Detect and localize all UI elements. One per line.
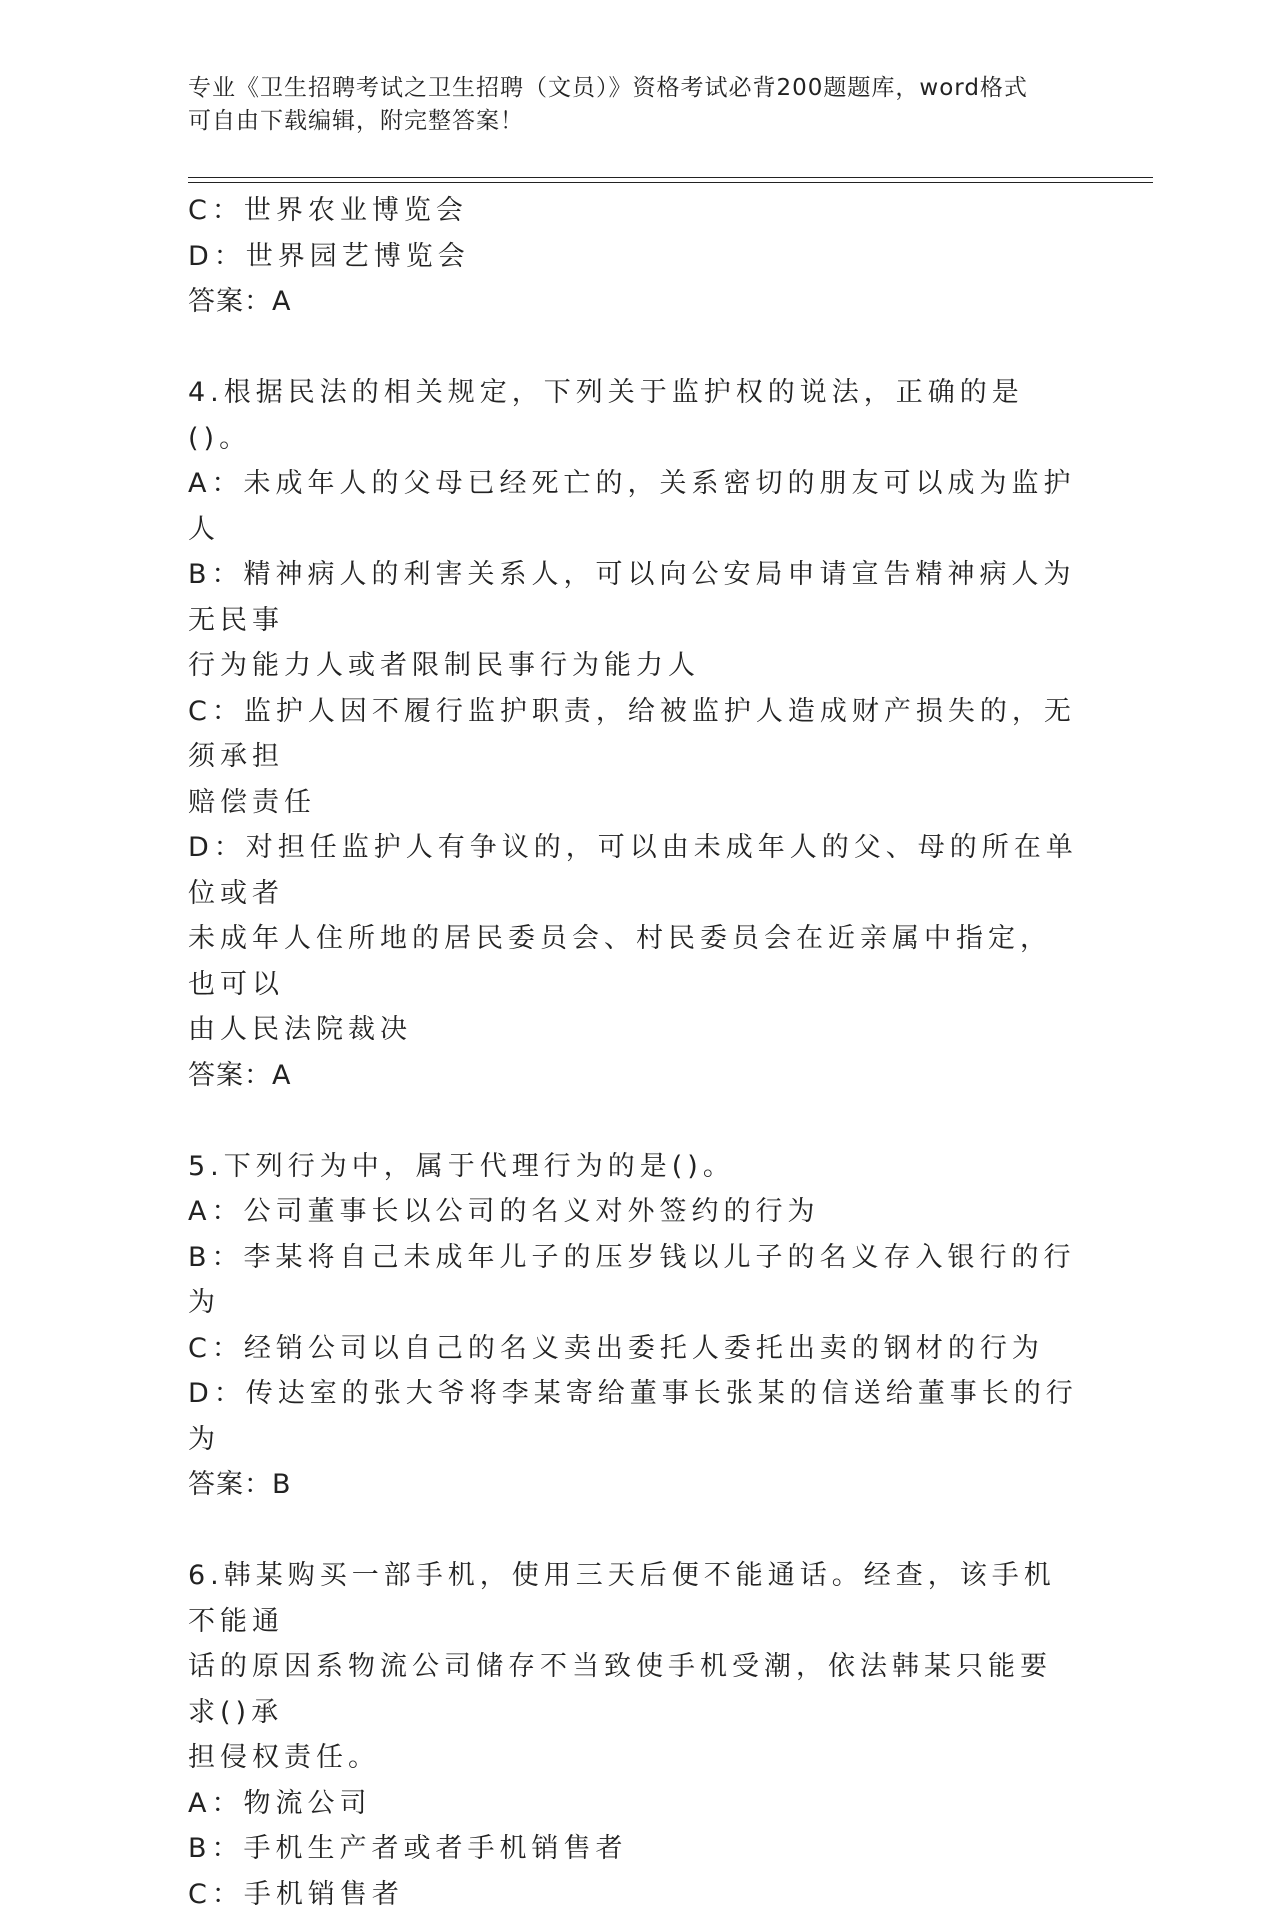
spacer	[188, 1098, 1083, 1144]
option-c: C：世界农业博览会	[188, 188, 1083, 234]
option-c: C：手机销售者	[188, 1872, 1083, 1917]
question-text: 4.根据民法的相关规定，下列关于监护权的说法，正确的是()。	[188, 370, 1083, 461]
question-block-5	[188, 1144, 1083, 1508]
document-header	[188, 72, 1068, 138]
option-b: B：手机生产者或者手机销售者	[188, 1826, 1083, 1872]
option-d-line-3: 由人民法院裁决	[188, 1007, 1083, 1053]
answer-line: 答案：B	[188, 1462, 1083, 1508]
option-b: B：李某将自己未成年儿子的压岁钱以儿子的名义存入银行的行为	[188, 1235, 1083, 1326]
question-text: 5.下列行为中，属于代理行为的是()。	[188, 1144, 1083, 1190]
question-text-line-2: 话的原因系物流公司储存不当致使手机受潮，依法韩某只能要求()承	[188, 1644, 1083, 1735]
option-a: A：公司董事长以公司的名义对外签约的行为	[188, 1189, 1083, 1235]
option-c-line-2: 赔偿责任	[188, 780, 1083, 826]
option-b-line-1: B：精神病人的利害关系人，可以向公安局申请宣告精神病人为无民事	[188, 552, 1083, 643]
option-b-line-2: 行为能力人或者限制民事行为能力人	[188, 643, 1083, 689]
answer-line: 答案：A	[188, 1053, 1083, 1099]
header-line-2: 可自由下载编辑，附完整答案！	[188, 105, 1068, 138]
question-text-line-1: 6.韩某购买一部手机，使用三天后便不能通话。经查，该手机不能通	[188, 1553, 1083, 1644]
option-c-line-1: C：监护人因不履行监护职责，给被监护人造成财产损失的，无须承担	[188, 689, 1083, 780]
option-d-line-2: 未成年人住所地的居民委员会、村民委员会在近亲属中指定，也可以	[188, 916, 1083, 1007]
option-d-line-1: D：对担任监护人有争议的，可以由未成年人的父、母的所在单位或者	[188, 825, 1083, 916]
option-a: A：未成年人的父母已经死亡的，关系密切的朋友可以成为监护人	[188, 461, 1083, 552]
spacer	[188, 1508, 1083, 1554]
header-line-1: 专业《卫生招聘考试之卫生招聘（文员）》资格考试必背200题题库，word格式	[188, 72, 1068, 105]
option-c: C：经销公司以自己的名义卖出委托人委托出卖的钢材的行为	[188, 1326, 1083, 1372]
header-divider-bottom	[188, 182, 1153, 183]
question-block-4	[188, 370, 1083, 1098]
header-divider-top	[188, 177, 1153, 178]
spacer	[188, 325, 1083, 371]
question-text-line-3: 担侵权责任。	[188, 1735, 1083, 1781]
document-body	[188, 188, 1083, 1917]
question-block-prev	[188, 188, 1083, 325]
option-d: D：传达室的张大爷将李某寄给董事长张某的信送给董事长的行为	[188, 1371, 1083, 1462]
option-d: D：世界园艺博览会	[188, 234, 1083, 280]
option-a: A：物流公司	[188, 1781, 1083, 1827]
answer-line: 答案：A	[188, 279, 1083, 325]
question-block-6	[188, 1553, 1083, 1917]
